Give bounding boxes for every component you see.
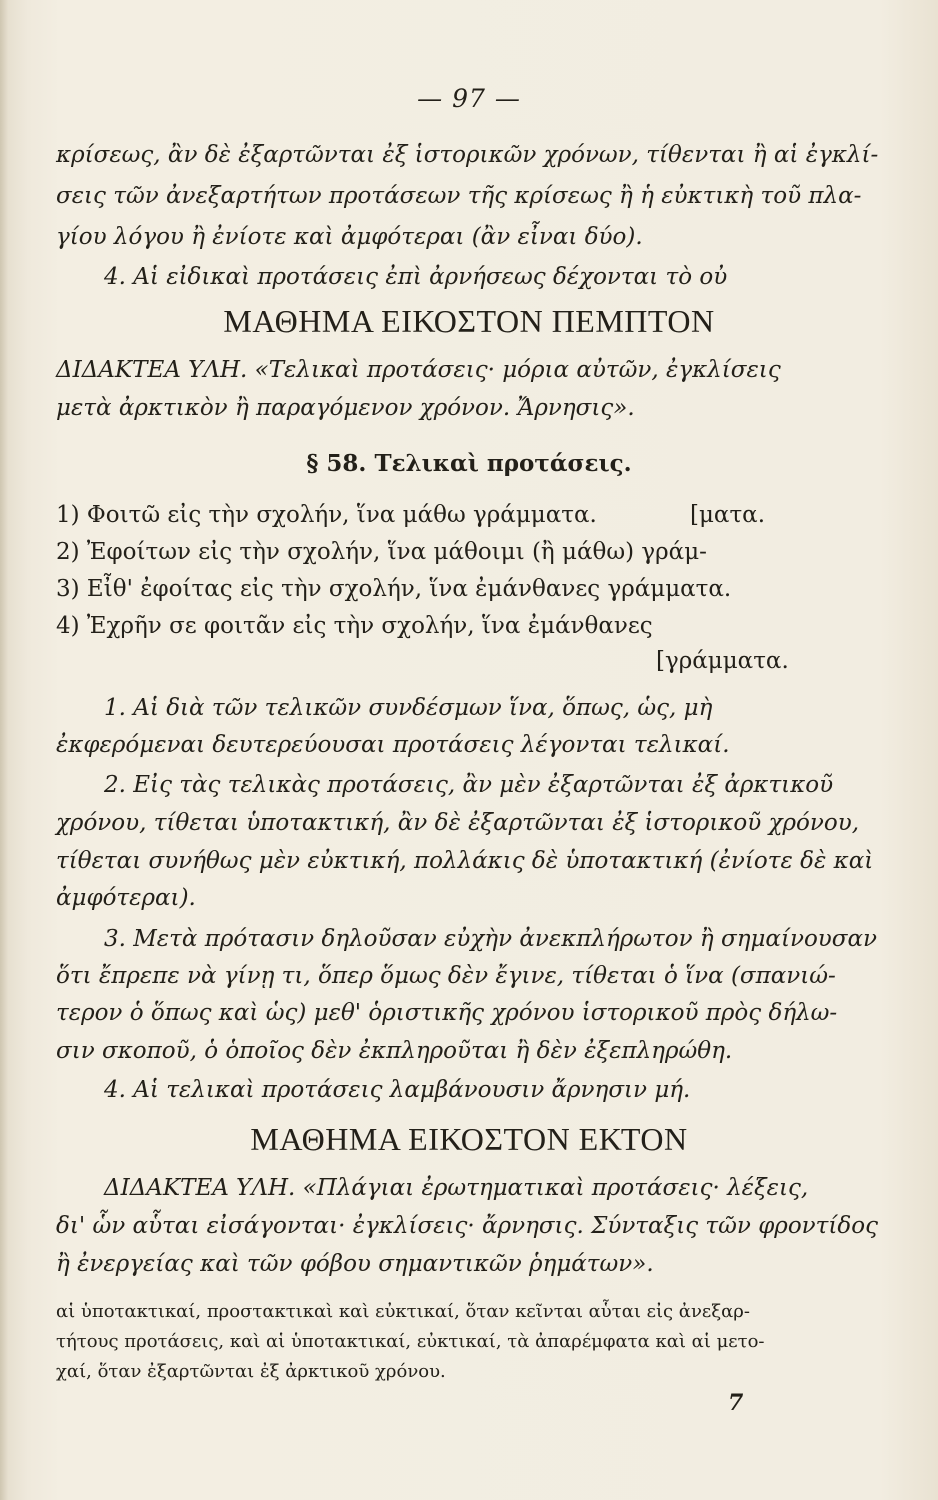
rule-4: 4. Αἱ τελικαὶ προτάσεις λαμβάνουσιν ἄρνησιν μή. — [104, 1077, 691, 1103]
example-2-margin-continuation: [ματα. — [690, 502, 766, 528]
rule-2-line-4: ἀμφότεραι). — [56, 885, 196, 911]
example-3: 3) Εἶθ' ἐφοίτας εἰς τὴν σχολήν, ἵνα ἐμάνθανες γράμματα. — [56, 576, 732, 602]
page-spine-shadow — [0, 0, 8, 1500]
example-4: 4) Ἐχρῆν σε φοιτᾶν εἰς τὴν σχολήν, ἵνα ἐμάνθανες — [56, 613, 653, 639]
rule-2-line-1: 2. Εἰς τὰς τελικὰς προτάσεις, ἂν μὲν ἐξαρτῶνται ἐξ ἀρκτικοῦ — [104, 772, 834, 798]
rule-1-line-2: ἐκφερόμεναι δευτερεύουσαι προτάσεις λέγονται τελικαί. — [56, 732, 730, 758]
rule-1-line-1: 1. Αἱ διὰ τῶν τελικῶν συνδέσμων ἵνα, ὅπως, ὡς, μὴ — [104, 695, 713, 721]
lesson-26-heading: ΜΑΘΗΜΑ ΕΙΚΟΣΤΟΝ ΕΚΤΟΝ — [250, 1121, 688, 1157]
rule-3-line-4: σιν σκοποῦ, ὁ ὁποῖος δὲν ἐκπληροῦται ἢ δὲν ἐξεπληρώθη. — [56, 1038, 733, 1064]
lesson-26-syllabus-line-3: ἢ ἐνεργείας καὶ τῶν φόβου σημαντικῶν ῥημάτων». — [56, 1251, 654, 1277]
footnote-line-2: τήτους προτάσεις, καὶ αἱ ὑποτακτικαί, εὐκτικαί, τὰ ἀπαρέμφατα καὶ αἱ μετο- — [56, 1331, 765, 1352]
footnote-line-1: αἱ ὑποτακτικαί, προστακτικαὶ καὶ εὐκτικαί, ὅταν κεῖνται αὗται εἰς ἀνεξαρ- — [56, 1301, 750, 1322]
intro-line-1: κρίσεως, ἂν δὲ ἐξαρτῶνται ἐξ ἱστορικῶν χρόνων, τίθενται ἢ αἱ ἐγκλί- — [56, 142, 879, 168]
example-1: 1) Φοιτῶ εἰς τὴν σχολήν, ἵνα μάθω γράμματα. — [56, 502, 597, 528]
example-2: 2) Ἐφοίτων εἰς τὴν σχολήν, ἵνα μάθοιμι (ἢ μάθω) γράμ- — [56, 539, 707, 565]
lesson-26-syllabus-line-1: ΔΙΔΑΚΤΕΑ ΥΛΗ. «Πλάγιαι ἐρωτηματικαὶ προτάσεις· λέξεις, — [104, 1175, 809, 1201]
page-number: — 97 — — [417, 84, 521, 113]
lesson-25-heading: ΜΑΘΗΜΑ ΕΙΚΟΣΤΟΝ ΠΕΜΠΤΟΝ — [223, 303, 715, 339]
signature-mark: 7 — [728, 1390, 744, 1416]
intro-line-4: 4. Αἱ εἰδικαὶ προτάσεις ἐπὶ ἀρνήσεως δέχονται τὸ οὐ — [104, 264, 728, 290]
lesson-25-syllabus-line-1: ΔΙΔΑΚΤΕΑ ΥΛΗ. «Τελικαὶ προτάσεις· μόρια αὐτῶν, ἐγκλίσεις — [56, 357, 781, 383]
example-4-continuation: [γράμματα. — [656, 648, 789, 674]
intro-line-2: σεις τῶν ἀνεξαρτήτων προτάσεων τῆς κρίσεως ἢ ἡ εὐκτικὴ τοῦ πλα- — [56, 183, 862, 209]
rule-3-line-1: 3. Μετὰ πρότασιν δηλοῦσαν εὐχὴν ἀνεκπλήρωτον ἢ σημαίνουσαν — [104, 926, 878, 952]
footnote-line-3: χαί, ὅταν ἐξαρτῶνται ἐξ ἀρκτικοῦ χρόνου. — [56, 1361, 446, 1382]
intro-line-3: γίου λόγου ἢ ἐνίοτε καὶ ἀμφότεραι (ἂν εἶναι δύο). — [56, 224, 643, 250]
rule-2-line-2: χρόνου, τίθεται ὑποτακτική, ἂν δὲ ἐξαρτῶνται ἐξ ἱστορικοῦ χρόνου, — [56, 810, 860, 836]
lesson-26-syllabus-line-2: δι' ὧν αὗται εἰσάγονται· ἐγκλίσεις· ἄρνησις. Σύνταξις τῶν φροντίδος — [56, 1213, 878, 1239]
rule-3-line-2: ὅτι ἔπρεπε νὰ γίνῃ τι, ὅπερ ὅμως δὲν ἔγινε, τίθεται ὁ ἵνα (σπανιώ- — [56, 963, 836, 989]
rule-3-line-3: τερον ὁ ὅπως καὶ ὡς) μεθ' ὁριστικῆς χρόνου ἱστορικοῦ πρὸς δήλω- — [56, 1000, 838, 1026]
rule-2-line-3: τίθεται συνήθως μὲν εὐκτική, πολλάκις δὲ ὑποτακτική (ἐνίοτε δὲ καὶ — [56, 848, 874, 874]
section-58-title: § 58. Τελικαὶ προτάσεις. — [306, 450, 632, 477]
lesson-25-syllabus-line-2: μετὰ ἀρκτικὸν ἢ παραγόμενον χρόνον. Ἄρνησις». — [56, 395, 635, 421]
